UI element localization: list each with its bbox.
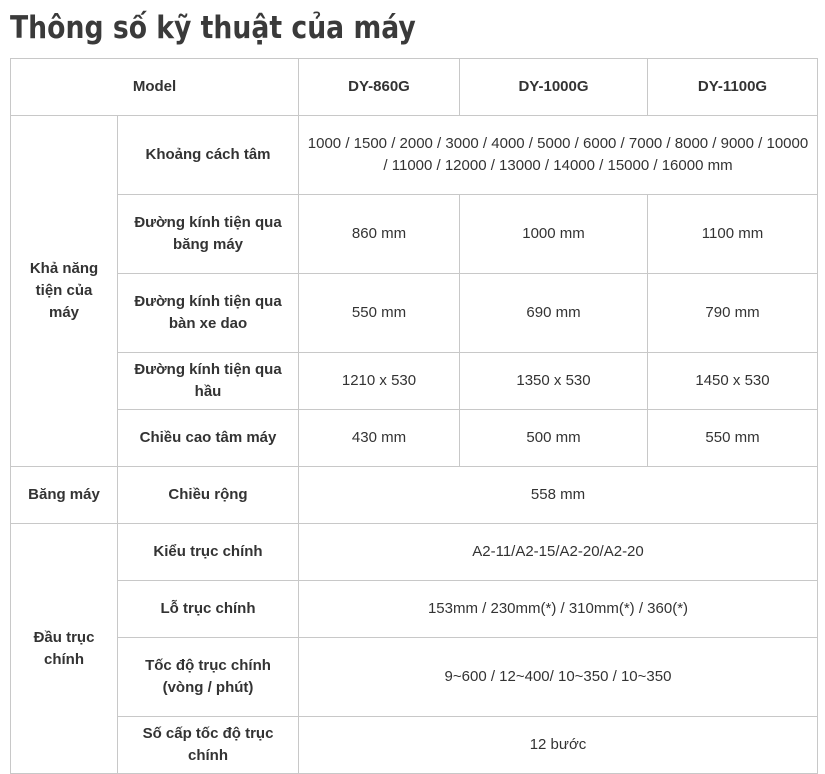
row-label: Khoảng cách tâm [118,116,299,195]
cell-dy-860g: 1210 x 530 [299,353,460,410]
table-row [11,274,818,353]
row-value: 558 mm [299,467,818,524]
cell-dy-1100g: 1450 x 530 [648,353,818,410]
table-row [11,410,818,467]
row-label: Kiểu trục chính [118,524,299,581]
row-value: A2-11/A2-15/A2-20/A2-20 [299,524,818,581]
row-label: Lỗ trục chính [118,581,299,638]
header-dy-1000g: DY-1000G [460,59,648,116]
header-dy-1100g: DY-1100G [648,59,818,116]
cell-dy-860g: 550 mm [299,274,460,353]
cell-dy-1100g: 550 mm [648,410,818,467]
cell-dy-1100g: 790 mm [648,274,818,353]
row-label: Số cấp tốc độ trục chính [118,717,299,774]
table-row [11,581,818,638]
table-row [11,638,818,717]
spec-table [10,58,818,774]
table-row [11,353,818,410]
row-value: 153mm / 230mm(*) / 310mm(*) / 360(*) [299,581,818,638]
table-row [11,195,818,274]
cell-dy-1000g: 690 mm [460,274,648,353]
cell-dy-1000g: 500 mm [460,410,648,467]
page-title: Thông số kỹ thuật của máy [10,10,416,46]
group-label-capacity: Khả năng tiện của máy [11,116,118,467]
table-row [11,116,818,195]
cell-dy-1100g: 1100 mm [648,195,818,274]
table-header-row [11,59,818,116]
row-value: 12 bước [299,717,818,774]
cell-dy-860g: 860 mm [299,195,460,274]
table-row [11,467,818,524]
row-value: 9~600 / 12~400/ 10~350 / 10~350 [299,638,818,717]
group-label-bed: Băng máy [11,467,118,524]
row-label: Chiều rộng [118,467,299,524]
row-value: 1000 / 1500 / 2000 / 3000 / 4000 / 5000 / 6000 / 7000 / 8000 / 9000 / 10000 / 11000 / 12000 / 13000 / 14000 / 15000 / 16000 mm [299,116,818,195]
header-dy-860g: DY-860G [299,59,460,116]
header-model: Model [11,59,299,116]
row-label: Tốc độ trục chính (vòng / phút) [118,638,299,717]
table-row [11,524,818,581]
table-row [11,717,818,774]
cell-dy-1000g: 1000 mm [460,195,648,274]
row-label: Đường kính tiện qua băng máy [118,195,299,274]
row-label: Chiều cao tâm máy [118,410,299,467]
cell-dy-860g: 430 mm [299,410,460,467]
cell-dy-1000g: 1350 x 530 [460,353,648,410]
row-label: Đường kính tiện qua hầu [118,353,299,410]
row-label: Đường kính tiện qua bàn xe dao [118,274,299,353]
group-label-headstock: Đầu trục chính [11,524,118,774]
